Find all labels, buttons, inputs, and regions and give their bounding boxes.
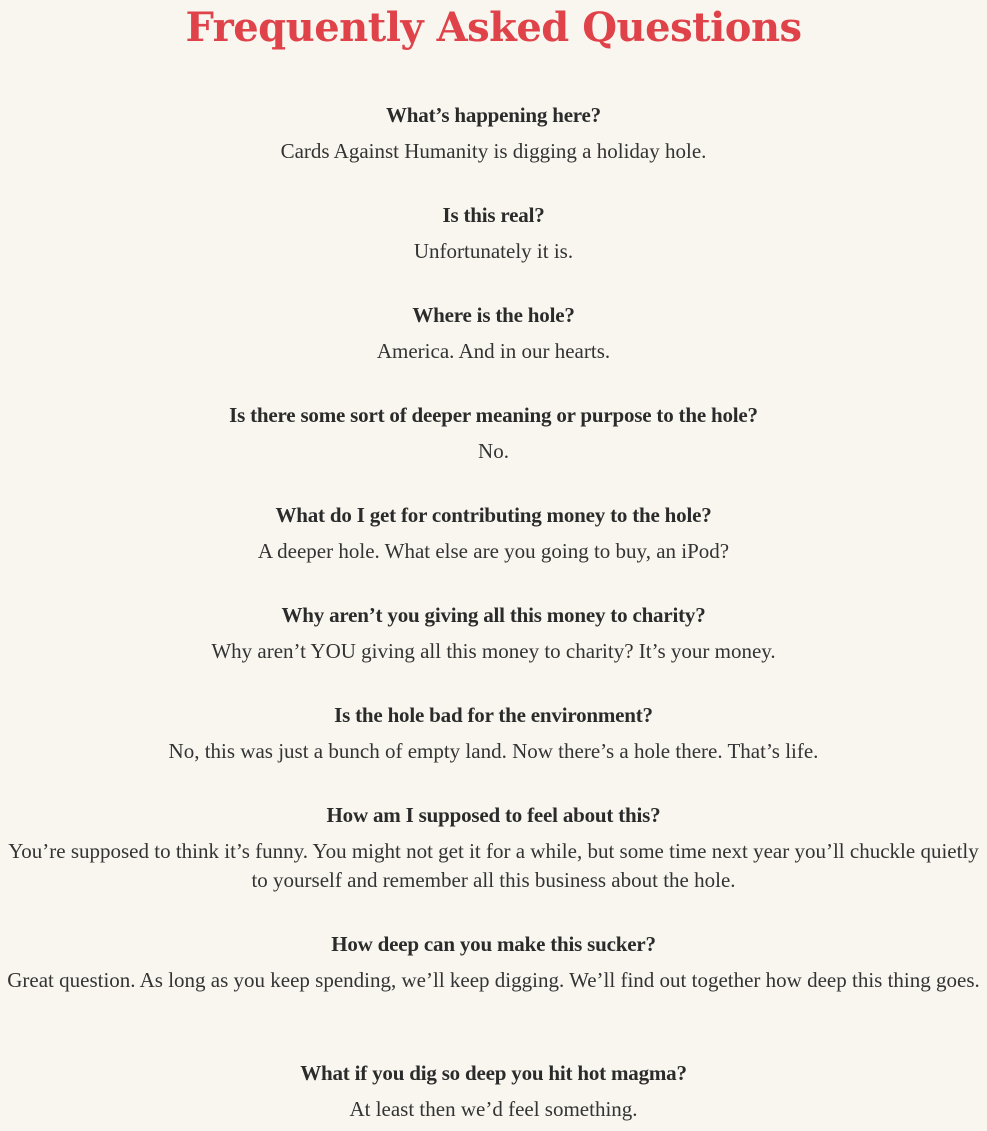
faq-item	[0, 800, 987, 895]
faq-question: Why aren’t you giving all this money to charity?	[281, 603, 706, 627]
faq-question: How deep can you make this sucker?	[331, 932, 656, 956]
faq-answer: You’re supposed to think it’s funny. You might not get it for a while, but some time next year you’ll chuckle quietly to yourself and remember all this business about the hole.	[8, 839, 979, 892]
faq-answer: No.	[478, 439, 509, 463]
faq-question: Is there some sort of deeper meaning or purpose to the hole?	[229, 403, 758, 427]
faq-answer: Why aren’t YOU giving all this money to charity? It’s your money.	[211, 639, 776, 663]
faq-item	[0, 700, 987, 766]
faq-answer: No, this was just a bunch of empty land. Now there’s a hole there. That’s life.	[168, 739, 819, 763]
faq-answer: Cards Against Humanity is digging a holiday hole.	[280, 139, 707, 163]
faq-item	[0, 929, 987, 995]
faq-item	[0, 1058, 987, 1124]
faq-question: What’s happening here?	[386, 103, 601, 127]
faq-question: Is this real?	[442, 203, 545, 227]
faq-question: What do I get for contributing money to the hole?	[275, 503, 712, 527]
faq-item	[0, 300, 987, 366]
faq-answer: A deeper hole. What else are you going to buy, an iPod?	[257, 539, 730, 563]
faq-question: Is the hole bad for the environment?	[334, 703, 653, 727]
faq-item	[0, 100, 987, 166]
faq-answer: Great question. As long as you keep spending, we’ll keep digging. We’ll find out together how deep this thing goes.	[7, 968, 980, 992]
faq-answer: America. And in our hearts.	[376, 339, 611, 363]
faq-item	[0, 600, 987, 666]
page-title: Frequently Asked Questions	[185, 4, 802, 51]
faq-item	[0, 200, 987, 266]
faq-item	[0, 400, 987, 466]
faq-answer: At least then we’d feel something.	[349, 1097, 638, 1121]
faq-question: What if you dig so deep you hit hot magma?	[300, 1061, 687, 1085]
faq-question: How am I supposed to feel about this?	[326, 803, 661, 827]
faq-question: Where is the hole?	[412, 303, 575, 327]
faq-item	[0, 500, 987, 566]
faq-answer: Unfortunately it is.	[413, 239, 574, 263]
